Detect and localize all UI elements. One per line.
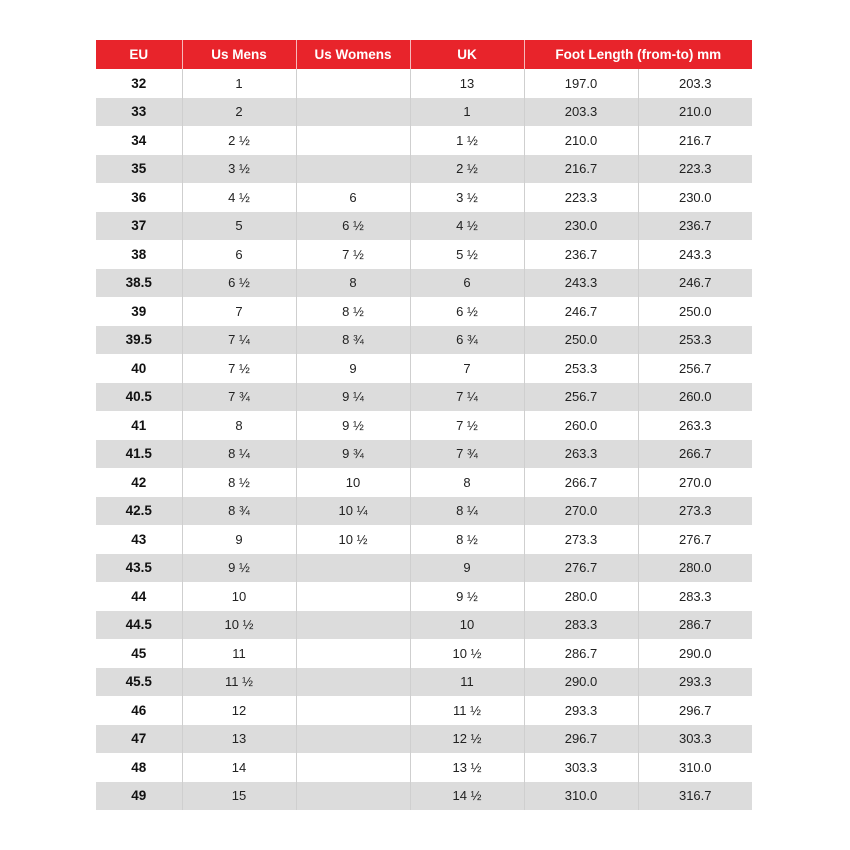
- table-row: [96, 782, 752, 811]
- table-row: [96, 753, 752, 782]
- cell-uk: 9: [410, 554, 524, 583]
- cell-foot-length-from: 243.3: [524, 269, 638, 298]
- cell-uk: 7: [410, 354, 524, 383]
- cell-foot-length-to: 230.0: [638, 183, 752, 212]
- cell-foot-length-to: 316.7: [638, 782, 752, 811]
- cell-foot-length-to: 296.7: [638, 696, 752, 725]
- header-us-mens: Us Mens: [182, 40, 296, 69]
- cell-us-mens: 2: [182, 98, 296, 127]
- cell-uk: 4 ½: [410, 212, 524, 241]
- cell-uk: 1 ½: [410, 126, 524, 155]
- cell-foot-length-to: 290.0: [638, 639, 752, 668]
- cell-uk: 13: [410, 69, 524, 98]
- cell-uk: 6 ¾: [410, 326, 524, 355]
- cell-foot-length-to: 260.0: [638, 383, 752, 412]
- cell-eu: 43: [96, 525, 182, 554]
- table-row: [96, 611, 752, 640]
- cell-us-womens: 10 ½: [296, 525, 410, 554]
- cell-us-womens: [296, 582, 410, 611]
- cell-foot-length-from: 266.7: [524, 468, 638, 497]
- cell-us-womens: 9: [296, 354, 410, 383]
- cell-foot-length-from: 273.3: [524, 525, 638, 554]
- cell-uk: 3 ½: [410, 183, 524, 212]
- cell-us-womens: [296, 98, 410, 127]
- cell-us-mens: 8: [182, 411, 296, 440]
- size-chart: [96, 40, 752, 810]
- table-row: [96, 468, 752, 497]
- cell-foot-length-to: 253.3: [638, 326, 752, 355]
- cell-eu: 45: [96, 639, 182, 668]
- cell-eu: 41.5: [96, 440, 182, 469]
- cell-uk: 13 ½: [410, 753, 524, 782]
- header-uk: UK: [410, 40, 524, 69]
- cell-us-mens: 10: [182, 582, 296, 611]
- cell-us-womens: 9 ¼: [296, 383, 410, 412]
- cell-us-womens: [296, 753, 410, 782]
- header-foot-length: Foot Length (from-to) mm: [524, 40, 752, 69]
- table-row: [96, 155, 752, 184]
- cell-foot-length-from: 286.7: [524, 639, 638, 668]
- cell-eu: 44.5: [96, 611, 182, 640]
- cell-foot-length-from: 197.0: [524, 69, 638, 98]
- cell-us-mens: 14: [182, 753, 296, 782]
- cell-eu: 49: [96, 782, 182, 811]
- cell-foot-length-from: 250.0: [524, 326, 638, 355]
- table-row: [96, 497, 752, 526]
- cell-foot-length-to: 276.7: [638, 525, 752, 554]
- cell-foot-length-from: 263.3: [524, 440, 638, 469]
- cell-uk: 6: [410, 269, 524, 298]
- cell-foot-length-from: 256.7: [524, 383, 638, 412]
- cell-foot-length-from: 236.7: [524, 240, 638, 269]
- table-row: [96, 212, 752, 241]
- table-row: [96, 411, 752, 440]
- cell-eu: 45.5: [96, 668, 182, 697]
- cell-us-womens: 7 ½: [296, 240, 410, 269]
- cell-foot-length-from: 253.3: [524, 354, 638, 383]
- cell-foot-length-from: 203.3: [524, 98, 638, 127]
- cell-us-womens: [296, 611, 410, 640]
- table-body: [96, 69, 752, 810]
- cell-foot-length-to: 243.3: [638, 240, 752, 269]
- cell-foot-length-from: 293.3: [524, 696, 638, 725]
- table-row: [96, 725, 752, 754]
- cell-us-mens: 11 ½: [182, 668, 296, 697]
- cell-us-mens: 1: [182, 69, 296, 98]
- cell-foot-length-from: 276.7: [524, 554, 638, 583]
- cell-us-womens: [296, 668, 410, 697]
- cell-foot-length-to: 263.3: [638, 411, 752, 440]
- cell-foot-length-to: 303.3: [638, 725, 752, 754]
- table-row: [96, 668, 752, 697]
- cell-uk: 14 ½: [410, 782, 524, 811]
- cell-us-womens: [296, 126, 410, 155]
- cell-eu: 36: [96, 183, 182, 212]
- cell-uk: 7 ¼: [410, 383, 524, 412]
- cell-uk: 11 ½: [410, 696, 524, 725]
- cell-uk: 11: [410, 668, 524, 697]
- cell-us-mens: 12: [182, 696, 296, 725]
- table-row: [96, 98, 752, 127]
- cell-foot-length-to: 236.7: [638, 212, 752, 241]
- cell-foot-length-from: 270.0: [524, 497, 638, 526]
- table-row: [96, 183, 752, 212]
- table-row: [96, 354, 752, 383]
- cell-foot-length-from: 216.7: [524, 155, 638, 184]
- table-header: [96, 40, 752, 69]
- cell-foot-length-to: 250.0: [638, 297, 752, 326]
- cell-eu: 42.5: [96, 497, 182, 526]
- cell-us-womens: [296, 696, 410, 725]
- cell-foot-length-to: 246.7: [638, 269, 752, 298]
- cell-eu: 44: [96, 582, 182, 611]
- cell-us-mens: 9: [182, 525, 296, 554]
- cell-eu: 46: [96, 696, 182, 725]
- cell-foot-length-from: 246.7: [524, 297, 638, 326]
- cell-foot-length-to: 286.7: [638, 611, 752, 640]
- cell-foot-length-from: 260.0: [524, 411, 638, 440]
- table-row: [96, 297, 752, 326]
- cell-uk: 5 ½: [410, 240, 524, 269]
- cell-uk: 1: [410, 98, 524, 127]
- cell-us-mens: 5: [182, 212, 296, 241]
- cell-foot-length-to: 280.0: [638, 554, 752, 583]
- table-row: [96, 326, 752, 355]
- table-row: [96, 639, 752, 668]
- table-row: [96, 269, 752, 298]
- cell-us-mens: 7 ½: [182, 354, 296, 383]
- cell-us-mens: 13: [182, 725, 296, 754]
- cell-eu: 39.5: [96, 326, 182, 355]
- header-us-womens: Us Womens: [296, 40, 410, 69]
- cell-foot-length-to: 223.3: [638, 155, 752, 184]
- cell-us-womens: [296, 725, 410, 754]
- cell-us-mens: 9 ½: [182, 554, 296, 583]
- cell-eu: 41: [96, 411, 182, 440]
- cell-us-mens: 7: [182, 297, 296, 326]
- table-row: [96, 696, 752, 725]
- cell-uk: 8 ½: [410, 525, 524, 554]
- cell-eu: 34: [96, 126, 182, 155]
- cell-us-womens: 8: [296, 269, 410, 298]
- cell-us-mens: 6 ½: [182, 269, 296, 298]
- cell-us-mens: 11: [182, 639, 296, 668]
- table-row: [96, 383, 752, 412]
- cell-eu: 33: [96, 98, 182, 127]
- cell-us-mens: 8 ¾: [182, 497, 296, 526]
- cell-eu: 39: [96, 297, 182, 326]
- cell-eu: 47: [96, 725, 182, 754]
- cell-eu: 35: [96, 155, 182, 184]
- cell-foot-length-to: 210.0: [638, 98, 752, 127]
- cell-uk: 9 ½: [410, 582, 524, 611]
- cell-uk: 6 ½: [410, 297, 524, 326]
- cell-eu: 40: [96, 354, 182, 383]
- cell-foot-length-from: 280.0: [524, 582, 638, 611]
- cell-foot-length-to: 310.0: [638, 753, 752, 782]
- cell-eu: 38.5: [96, 269, 182, 298]
- cell-uk: 8 ¼: [410, 497, 524, 526]
- header-row: [96, 40, 752, 69]
- table-row: [96, 126, 752, 155]
- cell-uk: 10: [410, 611, 524, 640]
- cell-eu: 38: [96, 240, 182, 269]
- cell-foot-length-from: 303.3: [524, 753, 638, 782]
- header-eu: EU: [96, 40, 182, 69]
- cell-us-womens: [296, 155, 410, 184]
- cell-uk: 7 ½: [410, 411, 524, 440]
- cell-foot-length-to: 216.7: [638, 126, 752, 155]
- cell-uk: 8: [410, 468, 524, 497]
- cell-us-womens: 8 ¾: [296, 326, 410, 355]
- cell-us-womens: 6: [296, 183, 410, 212]
- cell-us-womens: [296, 639, 410, 668]
- cell-us-womens: 8 ½: [296, 297, 410, 326]
- cell-foot-length-to: 293.3: [638, 668, 752, 697]
- cell-us-womens: 10 ¼: [296, 497, 410, 526]
- cell-us-mens: 6: [182, 240, 296, 269]
- cell-eu: 32: [96, 69, 182, 98]
- cell-us-mens: 7 ¼: [182, 326, 296, 355]
- cell-foot-length-from: 310.0: [524, 782, 638, 811]
- cell-uk: 7 ¾: [410, 440, 524, 469]
- table-row: [96, 440, 752, 469]
- cell-us-womens: 10: [296, 468, 410, 497]
- cell-foot-length-to: 270.0: [638, 468, 752, 497]
- table-row: [96, 525, 752, 554]
- cell-foot-length-to: 203.3: [638, 69, 752, 98]
- cell-uk: 2 ½: [410, 155, 524, 184]
- cell-us-womens: 6 ½: [296, 212, 410, 241]
- cell-us-mens: 10 ½: [182, 611, 296, 640]
- cell-eu: 37: [96, 212, 182, 241]
- cell-eu: 40.5: [96, 383, 182, 412]
- cell-foot-length-to: 266.7: [638, 440, 752, 469]
- cell-us-mens: 3 ½: [182, 155, 296, 184]
- cell-foot-length-from: 283.3: [524, 611, 638, 640]
- cell-us-mens: 8 ½: [182, 468, 296, 497]
- cell-us-mens: 7 ¾: [182, 383, 296, 412]
- cell-us-womens: 9 ¾: [296, 440, 410, 469]
- cell-foot-length-from: 290.0: [524, 668, 638, 697]
- cell-us-womens: 9 ½: [296, 411, 410, 440]
- cell-us-mens: 2 ½: [182, 126, 296, 155]
- cell-us-mens: 4 ½: [182, 183, 296, 212]
- cell-foot-length-from: 223.3: [524, 183, 638, 212]
- table-row: [96, 240, 752, 269]
- cell-us-mens: 15: [182, 782, 296, 811]
- cell-foot-length-to: 256.7: [638, 354, 752, 383]
- table-row: [96, 582, 752, 611]
- cell-foot-length-to: 283.3: [638, 582, 752, 611]
- cell-eu: 42: [96, 468, 182, 497]
- cell-foot-length-to: 273.3: [638, 497, 752, 526]
- table-row: [96, 554, 752, 583]
- table-row: [96, 69, 752, 98]
- cell-uk: 10 ½: [410, 639, 524, 668]
- cell-uk: 12 ½: [410, 725, 524, 754]
- cell-us-womens: [296, 69, 410, 98]
- cell-eu: 48: [96, 753, 182, 782]
- cell-eu: 43.5: [96, 554, 182, 583]
- cell-us-mens: 8 ¼: [182, 440, 296, 469]
- cell-foot-length-from: 230.0: [524, 212, 638, 241]
- cell-us-womens: [296, 782, 410, 811]
- cell-foot-length-from: 296.7: [524, 725, 638, 754]
- cell-foot-length-from: 210.0: [524, 126, 638, 155]
- cell-us-womens: [296, 554, 410, 583]
- size-conversion-table: [96, 40, 752, 810]
